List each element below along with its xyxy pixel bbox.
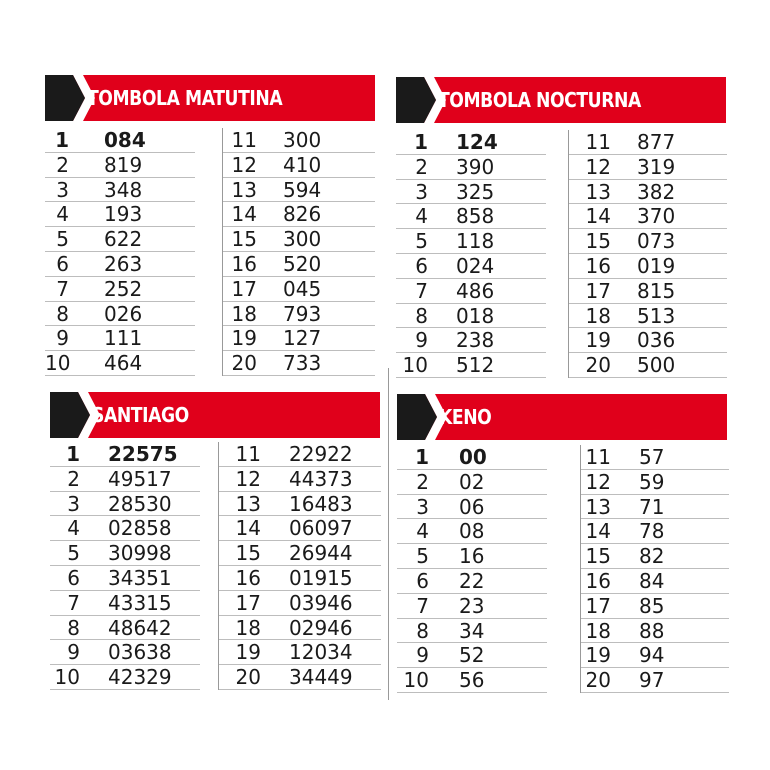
drawn-number: 88: [639, 618, 665, 643]
draw-position: 18: [585, 618, 611, 643]
result-row: [45, 277, 195, 302]
drawn-number: 01915: [289, 565, 353, 590]
result-row: [397, 594, 547, 619]
result-row: [50, 566, 200, 591]
draw-position: 9: [416, 643, 429, 668]
result-row: [50, 492, 200, 517]
draw-position: 15: [585, 544, 611, 569]
drawn-number: 111: [104, 326, 143, 351]
draw-position: 6: [415, 253, 428, 278]
tombola-nocturna-column-1-10: [396, 130, 546, 378]
santiago-header: [50, 392, 380, 438]
result-row: [223, 178, 375, 203]
result-row: [219, 442, 381, 467]
result-row: [223, 252, 375, 277]
draw-position: 7: [416, 593, 429, 618]
drawn-number: 325: [456, 179, 495, 204]
drawn-number: 06: [459, 494, 485, 519]
draw-position: 3: [67, 491, 80, 516]
drawn-number: 00: [459, 445, 487, 469]
result-row: [223, 302, 375, 327]
drawn-number: 03946: [289, 590, 353, 615]
draw-position: 10: [402, 353, 428, 378]
drawn-number: 733: [283, 351, 322, 376]
result-row: [219, 566, 381, 591]
result-row: [581, 495, 729, 520]
panel-title: TOMBOLA MATUTINA: [87, 86, 283, 110]
result-row: [397, 445, 547, 470]
result-row: [397, 643, 547, 668]
result-row: [397, 668, 547, 693]
result-row: [45, 326, 195, 351]
draw-position: 20: [235, 665, 261, 690]
result-row: [581, 643, 729, 668]
panel-title: TOMBOLA NOCTURNA: [438, 88, 641, 112]
drawn-number: 94: [639, 643, 665, 668]
draw-position: 1: [414, 130, 428, 154]
result-row: [223, 351, 375, 376]
drawn-number: 319: [637, 154, 676, 179]
draw-position: 4: [415, 204, 428, 229]
draw-position: 15: [235, 541, 261, 566]
drawn-number: 594: [283, 177, 322, 202]
draw-position: 13: [235, 491, 261, 516]
draw-position: 10: [54, 665, 80, 690]
drawn-number: 71: [639, 494, 665, 519]
result-row: [581, 668, 729, 693]
draw-position: 18: [235, 615, 261, 640]
result-row: [50, 442, 200, 467]
drawn-number: 28530: [108, 491, 172, 516]
draw-position: 4: [67, 516, 80, 541]
drawn-number: 56: [459, 668, 485, 693]
drawn-number: 16483: [289, 491, 353, 516]
draw-position: 19: [231, 326, 257, 351]
drawn-number: 16: [459, 544, 485, 569]
drawn-number: 30998: [108, 541, 172, 566]
result-row: [45, 178, 195, 203]
drawn-number: 02: [459, 469, 485, 494]
drawn-number: 44373: [289, 466, 353, 491]
draw-position: 13: [231, 177, 257, 202]
draw-position: 3: [416, 494, 429, 519]
drawn-number: 018: [456, 303, 495, 328]
drawn-number: 500: [637, 353, 676, 378]
draw-position: 1: [55, 128, 69, 152]
vertical-divider: [388, 368, 389, 700]
drawn-number: 23: [459, 593, 485, 618]
draw-position: 2: [415, 154, 428, 179]
tombola-matutina-column-1-10: [45, 128, 195, 376]
draw-position: 9: [415, 328, 428, 353]
drawn-number: 815: [637, 278, 676, 303]
draw-position: 13: [585, 179, 611, 204]
drawn-number: 59: [639, 469, 665, 494]
result-row: [219, 467, 381, 492]
panel-title: SANTIAGO: [92, 403, 189, 427]
drawn-number: 513: [637, 303, 676, 328]
draw-position: 20: [585, 668, 611, 693]
tombola-nocturna-column-11-20: [568, 130, 727, 378]
result-row: [50, 516, 200, 541]
draw-position: 12: [231, 152, 257, 177]
result-row: [396, 155, 546, 180]
result-row: [223, 202, 375, 227]
drawn-number: 49517: [108, 466, 172, 491]
drawn-number: 06097: [289, 516, 353, 541]
drawn-number: 464: [104, 351, 143, 376]
drawn-number: 858: [456, 204, 495, 229]
result-row: [396, 130, 546, 155]
result-row: [219, 492, 381, 517]
draw-position: 8: [416, 618, 429, 643]
draw-position: 12: [585, 154, 611, 179]
draw-position: 14: [585, 204, 611, 229]
drawn-number: 024: [456, 253, 495, 278]
santiago-column-11-20: [218, 442, 381, 690]
result-row: [50, 665, 200, 690]
draw-position: 8: [56, 301, 69, 326]
drawn-number: 390: [456, 154, 495, 179]
draw-position: 13: [585, 494, 611, 519]
drawn-number: 819: [104, 152, 143, 177]
drawn-number: 85: [639, 593, 665, 618]
result-row: [581, 544, 729, 569]
draw-position: 18: [585, 303, 611, 328]
keno-column-11-20: [580, 445, 729, 693]
drawn-number: 026: [104, 301, 143, 326]
result-row: [219, 640, 381, 665]
result-row: [569, 254, 727, 279]
result-row: [45, 302, 195, 327]
tombola-matutina-column-11-20: [222, 128, 375, 376]
drawn-number: 22922: [289, 442, 353, 466]
result-row: [45, 252, 195, 277]
draw-position: 14: [585, 519, 611, 544]
draw-position: 11: [585, 130, 611, 154]
drawn-number: 26944: [289, 541, 353, 566]
draw-position: 11: [585, 445, 611, 469]
santiago-column-1-10: [50, 442, 200, 690]
result-row: [45, 153, 195, 178]
draw-position: 16: [585, 568, 611, 593]
drawn-number: 127: [283, 326, 322, 351]
result-row: [581, 594, 729, 619]
draw-position: 18: [231, 301, 257, 326]
result-row: [45, 128, 195, 153]
drawn-number: 263: [104, 251, 143, 276]
drawn-number: 57: [639, 445, 665, 469]
tombola-nocturna-header: [396, 77, 726, 123]
drawn-number: 370: [637, 204, 676, 229]
drawn-number: 300: [283, 227, 322, 252]
drawn-number: 019: [637, 253, 676, 278]
result-row: [219, 665, 381, 690]
draw-position: 6: [416, 568, 429, 593]
result-row: [45, 351, 195, 376]
result-row: [397, 519, 547, 544]
draw-position: 5: [415, 229, 428, 254]
result-row: [50, 467, 200, 492]
result-row: [45, 227, 195, 252]
result-row: [569, 204, 727, 229]
panel-title: KENO: [439, 405, 492, 429]
draw-position: 12: [235, 466, 261, 491]
result-row: [581, 445, 729, 470]
result-row: [50, 541, 200, 566]
result-row: [396, 328, 546, 353]
result-row: [45, 202, 195, 227]
tombola-matutina-header: [45, 75, 375, 121]
result-row: [219, 591, 381, 616]
draw-position: 16: [235, 565, 261, 590]
drawn-number: 12034: [289, 640, 353, 665]
drawn-number: 03638: [108, 640, 172, 665]
drawn-number: 073: [637, 229, 676, 254]
drawn-number: 34: [459, 618, 485, 643]
result-row: [569, 304, 727, 329]
drawn-number: 410: [283, 152, 322, 177]
result-row: [569, 229, 727, 254]
draw-position: 20: [585, 353, 611, 378]
draw-position: 2: [67, 466, 80, 491]
drawn-number: 52: [459, 643, 485, 668]
drawn-number: 34351: [108, 565, 172, 590]
draw-position: 17: [235, 590, 261, 615]
drawn-number: 97: [639, 668, 665, 693]
draw-position: 5: [56, 227, 69, 252]
result-row: [397, 495, 547, 520]
draw-position: 7: [67, 590, 80, 615]
draw-position: 11: [231, 128, 257, 152]
result-row: [569, 155, 727, 180]
drawn-number: 252: [104, 276, 143, 301]
drawn-number: 02858: [108, 516, 172, 541]
drawn-number: 193: [104, 202, 143, 227]
draw-position: 17: [585, 593, 611, 618]
drawn-number: 08: [459, 519, 485, 544]
result-row: [569, 328, 727, 353]
draw-position: 4: [416, 519, 429, 544]
drawn-number: 48642: [108, 615, 172, 640]
drawn-number: 622: [104, 227, 143, 252]
draw-position: 4: [56, 202, 69, 227]
drawn-number: 826: [283, 202, 322, 227]
result-row: [50, 640, 200, 665]
draw-position: 14: [231, 202, 257, 227]
drawn-number: 520: [283, 251, 322, 276]
drawn-number: 118: [456, 229, 495, 254]
draw-position: 15: [585, 229, 611, 254]
result-row: [219, 516, 381, 541]
drawn-number: 22575: [108, 442, 178, 466]
draw-position: 7: [56, 276, 69, 301]
drawn-number: 42329: [108, 665, 172, 690]
drawn-number: 382: [637, 179, 676, 204]
draw-position: 17: [231, 276, 257, 301]
result-row: [396, 279, 546, 304]
drawn-number: 02946: [289, 615, 353, 640]
result-row: [50, 616, 200, 641]
drawn-number: 43315: [108, 590, 172, 615]
result-row: [396, 229, 546, 254]
draw-position: 6: [67, 565, 80, 590]
result-row: [569, 130, 727, 155]
drawn-number: 124: [456, 130, 498, 154]
drawn-number: 877: [637, 130, 676, 154]
result-row: [569, 279, 727, 304]
draw-position: 19: [235, 640, 261, 665]
keno-column-1-10: [397, 445, 547, 693]
result-row: [396, 254, 546, 279]
drawn-number: 348: [104, 177, 143, 202]
drawn-number: 486: [456, 278, 495, 303]
result-row: [223, 128, 375, 153]
result-row: [223, 326, 375, 351]
drawn-number: 084: [104, 128, 146, 152]
draw-position: 9: [67, 640, 80, 665]
keno-header: [397, 394, 727, 440]
result-row: [581, 519, 729, 544]
draw-position: 9: [56, 326, 69, 351]
draw-position: 5: [416, 544, 429, 569]
drawn-number: 045: [283, 276, 322, 301]
draw-position: 19: [585, 328, 611, 353]
result-row: [396, 304, 546, 329]
result-row: [397, 619, 547, 644]
drawn-number: 84: [639, 568, 665, 593]
drawn-number: 238: [456, 328, 495, 353]
draw-position: 16: [585, 253, 611, 278]
result-row: [219, 616, 381, 641]
draw-position: 12: [585, 469, 611, 494]
result-row: [223, 277, 375, 302]
result-row: [397, 470, 547, 495]
draw-position: 10: [45, 351, 71, 376]
draw-position: 1: [415, 445, 429, 469]
draw-position: 8: [67, 615, 80, 640]
draw-position: 6: [56, 251, 69, 276]
drawn-number: 78: [639, 519, 665, 544]
result-row: [397, 544, 547, 569]
result-row: [223, 227, 375, 252]
result-row: [396, 353, 546, 378]
draw-position: 19: [585, 643, 611, 668]
result-row: [397, 569, 547, 594]
result-row: [569, 180, 727, 205]
result-row: [223, 153, 375, 178]
draw-position: 14: [235, 516, 261, 541]
drawn-number: 34449: [289, 665, 353, 690]
result-row: [581, 569, 729, 594]
drawn-number: 300: [283, 128, 322, 152]
result-row: [581, 619, 729, 644]
draw-position: 2: [56, 152, 69, 177]
drawn-number: 22: [459, 568, 485, 593]
draw-position: 17: [585, 278, 611, 303]
result-row: [569, 353, 727, 378]
drawn-number: 82: [639, 544, 665, 569]
draw-position: 2: [416, 469, 429, 494]
draw-position: 15: [231, 227, 257, 252]
draw-position: 1: [66, 442, 80, 466]
draw-position: 5: [67, 541, 80, 566]
result-row: [50, 591, 200, 616]
draw-position: 8: [415, 303, 428, 328]
drawn-number: 036: [637, 328, 676, 353]
draw-position: 7: [415, 278, 428, 303]
drawn-number: 793: [283, 301, 322, 326]
result-row: [219, 541, 381, 566]
draw-position: 3: [56, 177, 69, 202]
result-row: [581, 470, 729, 495]
drawn-number: 512: [456, 353, 495, 378]
draw-position: 10: [403, 668, 429, 693]
result-row: [396, 204, 546, 229]
draw-position: 20: [231, 351, 257, 376]
draw-position: 11: [235, 442, 261, 466]
draw-position: 3: [415, 179, 428, 204]
result-row: [396, 180, 546, 205]
draw-position: 16: [231, 251, 257, 276]
